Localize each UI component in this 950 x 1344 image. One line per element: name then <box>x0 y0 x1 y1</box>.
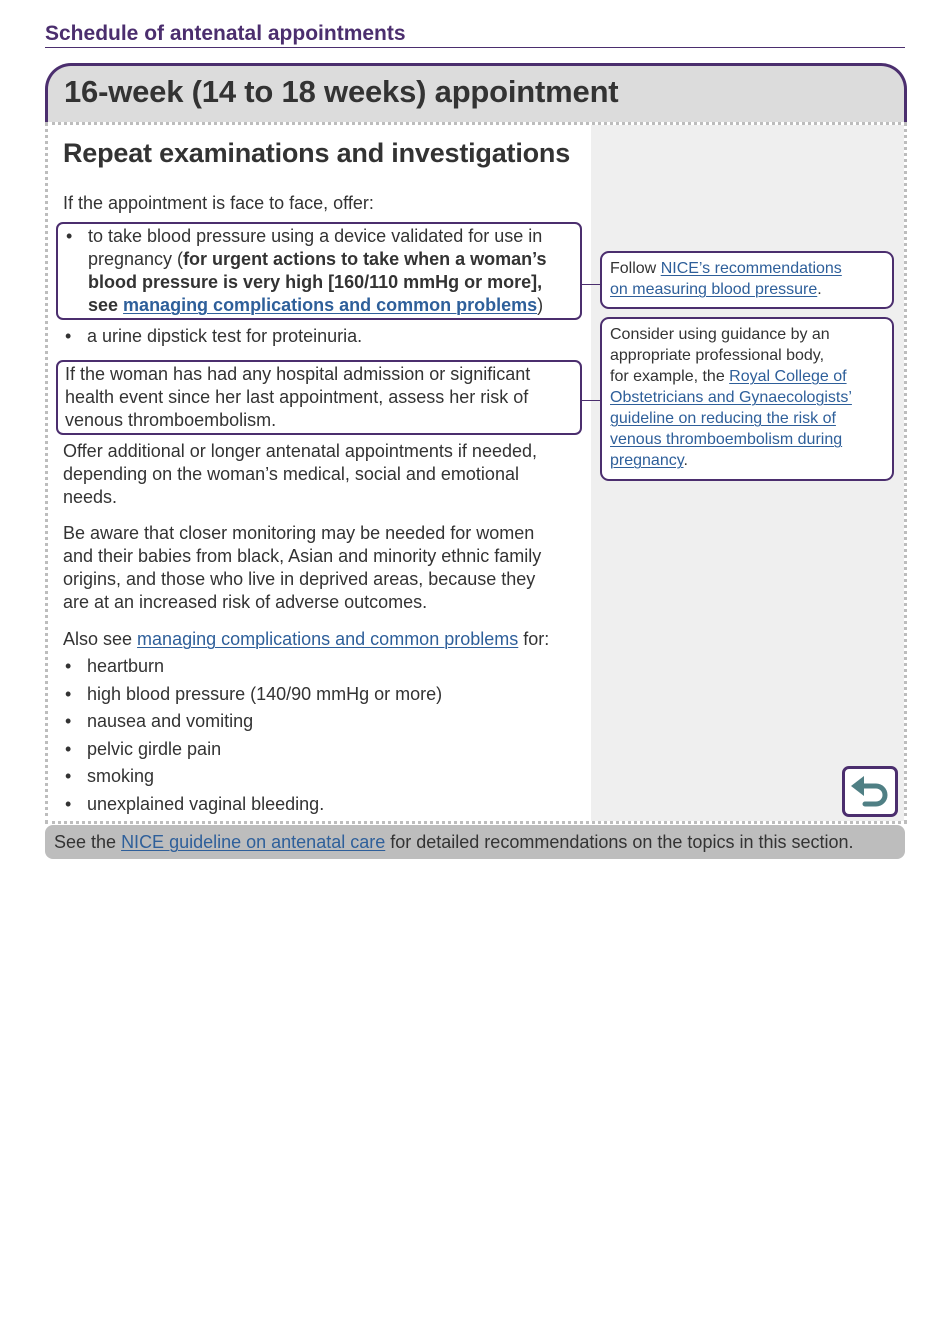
vte-note-link-2[interactable]: Obstetricians and Gynaecologists’ <box>610 389 852 406</box>
appointment-tab <box>45 63 907 122</box>
bp-line-3-bold: blood pressure is very high [160/110 mmHg or more], <box>88 272 543 292</box>
vte-text <box>65 363 530 432</box>
vte-note-line-2: appropriate professional body, <box>610 347 825 364</box>
also-see-complications-link[interactable]: managing complications and common problems <box>137 629 519 649</box>
bp-line-4-bold: see <box>88 295 124 315</box>
bullet-icon: • <box>65 684 72 704</box>
back-button[interactable] <box>842 766 898 817</box>
vte-note-post: . <box>683 452 688 469</box>
bp-item-box <box>56 222 582 320</box>
vte-box <box>56 360 582 435</box>
bp-line-3 <box>88 271 546 294</box>
footer-post: for detailed recommendations on the topics in this section. <box>385 832 854 852</box>
aware-line-1: Be aware that closer monitoring may be needed for women <box>63 523 535 543</box>
urine-list-item <box>65 325 565 348</box>
vte-note-line-1: Consider using guidance by an <box>610 326 830 343</box>
back-arrow-icon <box>845 769 895 814</box>
vte-note-line-7 <box>610 450 884 471</box>
vte-line-1: If the woman has had any hospital admission or significant <box>65 364 531 384</box>
bp-note-line-1 <box>610 258 884 279</box>
bullet-icon: • <box>65 656 72 676</box>
also-see-line <box>63 628 549 651</box>
footer-text <box>54 831 854 854</box>
condition-item <box>65 738 565 761</box>
bp-connector <box>580 284 602 285</box>
bullet-icon: • <box>65 739 72 759</box>
bp-side-note <box>600 251 894 309</box>
condition-text: smoking <box>87 766 155 786</box>
vte-line-3: venous thromboembolism. <box>65 410 277 430</box>
bp-note-post: . <box>817 281 822 298</box>
vte-note-line-4 <box>610 387 884 408</box>
condition-text: heartburn <box>87 656 165 676</box>
bp-line-4 <box>88 294 546 317</box>
offer-line-2: depending on the woman’s medical, social and emotional <box>63 464 519 484</box>
condition-text: nausea and vomiting <box>87 711 254 731</box>
bp-line-1: to take blood pressure using a device validated for use in <box>88 226 543 246</box>
condition-text: pelvic girdle pain <box>87 739 222 759</box>
bp-complications-link[interactable]: managing complications and common problems <box>123 295 538 315</box>
bullet-icon: • <box>66 226 73 246</box>
vte-note-link-4[interactable]: venous thromboembolism during <box>610 431 843 448</box>
urine-item-text: a urine dipstick test for proteinuria. <box>87 326 363 346</box>
condition-item <box>65 683 565 706</box>
bullet-icon: • <box>65 326 72 346</box>
bp-note-link-2[interactable]: on measuring blood pressure <box>610 281 818 298</box>
vte-note-link-3[interactable]: guideline on reducing the risk of <box>610 410 836 427</box>
footer-bar <box>45 825 905 859</box>
vte-note-link-5[interactable]: pregnancy <box>610 452 684 469</box>
bp-line-2-text: pregnancy ( <box>88 249 184 269</box>
bp-line-2 <box>88 248 546 271</box>
vte-note-line-5 <box>610 408 884 429</box>
bp-note-line-2 <box>610 279 884 300</box>
vte-note-line-3-pre: for example, the <box>610 368 730 385</box>
antenatal-care-guideline-link[interactable]: NICE guideline on antenatal care <box>121 832 386 852</box>
appointment-title: 16-week (14 to 18 weeks) appointment <box>64 74 619 109</box>
vte-note-line-3 <box>610 366 884 387</box>
condition-text: high blood pressure (140/90 mmHg or more) <box>87 684 443 704</box>
condition-item <box>65 793 565 816</box>
vte-side-note <box>600 317 894 481</box>
condition-item <box>65 710 565 733</box>
footer-pre: See the <box>54 832 122 852</box>
bp-note-pre: Follow <box>610 260 661 277</box>
bp-note-link-1[interactable]: NICE’s recommendations <box>660 260 842 277</box>
also-see-pre: Also see <box>63 629 138 649</box>
bullet-icon: • <box>65 711 72 731</box>
vte-line-2: health event since her last appointment, assess her risk of <box>65 387 529 407</box>
vte-connector <box>580 400 602 401</box>
offer-line-1: Offer additional or longer antenatal appointments if needed, <box>63 441 537 461</box>
vte-note-line-6 <box>610 429 884 450</box>
section-title: Repeat examinations and investigations <box>63 138 571 168</box>
aware-line-4: are at an increased risk of adverse outcomes. <box>63 592 428 612</box>
bullet-icon: • <box>65 766 72 786</box>
page-header <box>45 20 905 48</box>
condition-item <box>65 765 565 788</box>
intro-text: If the appointment is face to face, offer: <box>63 193 374 213</box>
header-title: Schedule of antenatal appointments <box>45 22 406 45</box>
offer-line-3: needs. <box>63 487 118 507</box>
also-see-post: for: <box>518 629 550 649</box>
condition-text: unexplained vaginal bleeding. <box>87 794 325 814</box>
vte-note-link-1[interactable]: Royal College of <box>729 368 847 385</box>
bp-line-4-close: ) <box>537 295 544 315</box>
aware-line-3: origins, and those who live in deprived areas, because they <box>63 569 536 589</box>
bp-list-item <box>66 225 576 317</box>
bp-line-2-bold: for urgent actions to take when a woman’s <box>183 249 547 269</box>
offer-paragraph <box>63 440 537 509</box>
main-panel <box>45 122 907 824</box>
aware-line-2: and their babies from black, Asian and minority ethnic family <box>63 546 542 566</box>
bullet-icon: • <box>65 794 72 814</box>
condition-item <box>65 655 565 678</box>
aware-paragraph <box>63 522 541 614</box>
